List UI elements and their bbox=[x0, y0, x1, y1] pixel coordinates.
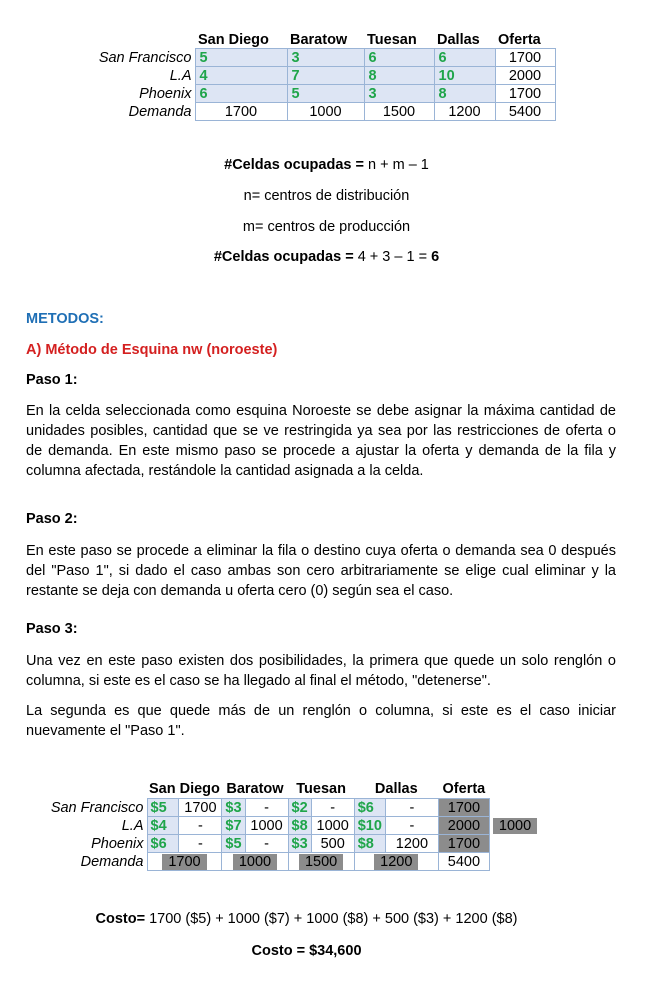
allocation-cell: - bbox=[385, 799, 438, 817]
row-label: San Francisco bbox=[98, 49, 192, 66]
supply-cell: 2000 bbox=[495, 67, 555, 85]
demand-cell bbox=[222, 853, 288, 871]
formula-line-1 bbox=[0, 157, 653, 173]
allocation-cell: - bbox=[385, 817, 438, 835]
cost-line bbox=[0, 911, 633, 927]
cost-cell: 7 bbox=[287, 67, 364, 85]
supply-remainder bbox=[489, 835, 540, 853]
table-row bbox=[33, 799, 540, 817]
paso3-text-1: Una vez en este paso existen dos posibilidades, la primera que quede un solo renglón o columna, si este es el caso se ha llegado al final el método, "detenerse". bbox=[26, 653, 616, 689]
cost-cell: $7 bbox=[222, 817, 245, 835]
row-label: L.A bbox=[121, 817, 144, 834]
cost-label: Costo= bbox=[95, 911, 146, 927]
column-header: Tuesan bbox=[367, 31, 417, 48]
table-header-row bbox=[33, 780, 540, 799]
cost-cell: $5 bbox=[222, 835, 245, 853]
formula-line-4 bbox=[0, 249, 653, 265]
table-row bbox=[83, 67, 555, 85]
cost-cell: 3 bbox=[287, 49, 364, 67]
column-header: Oferta bbox=[498, 31, 541, 48]
demand-cell bbox=[288, 853, 354, 871]
row-label: Demanda bbox=[128, 103, 192, 120]
row-label: Demanda bbox=[80, 853, 144, 870]
method-a-heading: A) Método de Esquina nw (noroeste) bbox=[26, 342, 278, 358]
cost-cell: 6 bbox=[434, 49, 495, 67]
table-row bbox=[83, 49, 555, 67]
cost-cell: 4 bbox=[195, 67, 287, 85]
cost-cell: $8 bbox=[354, 835, 385, 853]
supply-cell: 1700 bbox=[495, 85, 555, 103]
cost-cell: $6 bbox=[354, 799, 385, 817]
formula-result: 6 bbox=[431, 249, 440, 265]
demand-cell: 1700 bbox=[195, 103, 287, 121]
column-header: Dallas bbox=[374, 781, 418, 797]
extra-header bbox=[489, 780, 540, 799]
demand-value: 1000 bbox=[233, 854, 277, 870]
empty-cell bbox=[489, 853, 540, 871]
cost-cell: 10 bbox=[434, 67, 495, 85]
allocation-cell: 1200 bbox=[385, 835, 438, 853]
cost-cell: 6 bbox=[364, 49, 434, 67]
corner-cell bbox=[83, 31, 195, 49]
paso1-title: Paso 1: bbox=[26, 372, 78, 388]
cost-cell: 6 bbox=[195, 85, 287, 103]
column-header: Oferta bbox=[442, 781, 486, 797]
cost-cell: $2 bbox=[288, 799, 311, 817]
supply-remainder bbox=[489, 817, 540, 835]
row-label: Phoenix bbox=[91, 835, 144, 852]
paso3-text-2: La segunda es que quede más de un renglón o columna, si este es el caso iniciar nuevamente el "Paso 1". bbox=[26, 703, 616, 739]
paso2-title: Paso 2: bbox=[26, 511, 78, 527]
cost-cell: 5 bbox=[195, 49, 287, 67]
supply-cell: 1700 bbox=[438, 799, 489, 817]
allocation-cell: - bbox=[311, 799, 354, 817]
table-row bbox=[33, 817, 540, 835]
methods-heading: METODOS: bbox=[26, 311, 104, 327]
row-label: San Francisco bbox=[50, 799, 144, 816]
formula-expression: n + m – 1 bbox=[363, 157, 429, 173]
row-label: L.A bbox=[169, 67, 192, 84]
column-header: Baratow bbox=[226, 781, 284, 797]
cost-cell: $5 bbox=[147, 799, 179, 817]
column-header: San Diego bbox=[149, 781, 220, 797]
allocation-cell: 1700 bbox=[179, 799, 222, 817]
demand-cell bbox=[147, 853, 222, 871]
demand-row bbox=[83, 103, 555, 121]
demand-value: 1700 bbox=[162, 854, 206, 870]
demand-cell: 1200 bbox=[434, 103, 495, 121]
cost-cell: $10 bbox=[354, 817, 385, 835]
table-header-row bbox=[83, 31, 555, 49]
column-header: San Diego bbox=[198, 31, 269, 48]
supply-remainder bbox=[489, 799, 540, 817]
paso2-text: En este paso se procede a eliminar la fila o destino cuya oferta o demanda sea 0 después del "Paso 1", si dado el caso ambas son cero arbitrariamente se elige cual eliminar y la restante se deja con demanda u oferta cero (0) según sea el caso. bbox=[26, 543, 616, 599]
paso3-title: Paso 3: bbox=[26, 621, 78, 637]
formula-label: #Celdas ocupadas = bbox=[213, 249, 354, 265]
supply-cell: 1700 bbox=[495, 49, 555, 67]
demand-value: 1500 bbox=[299, 854, 343, 870]
supply-remainder-value: 1000 bbox=[493, 818, 537, 834]
allocation-cell: - bbox=[245, 799, 288, 817]
supply-cell: 2000 bbox=[438, 817, 489, 835]
demand-cell: 1000 bbox=[287, 103, 364, 121]
formula-label: #Celdas ocupadas = bbox=[224, 157, 364, 173]
demand-row bbox=[33, 853, 540, 871]
cost-cell: 8 bbox=[364, 67, 434, 85]
cost-cell: $3 bbox=[222, 799, 245, 817]
cost-cell: $6 bbox=[147, 835, 179, 853]
column-header: Tuesan bbox=[296, 781, 346, 797]
cost-cell: $4 bbox=[147, 817, 179, 835]
row-label: Phoenix bbox=[139, 85, 192, 102]
cost-table bbox=[83, 31, 556, 121]
cost-expression: 1700 ($5) + 1000 ($7) + 1000 ($8) + 500 ($3) + 1200 ($8) bbox=[145, 911, 518, 927]
allocation-cell: - bbox=[179, 817, 222, 835]
demand-total-cell: 5400 bbox=[495, 103, 555, 121]
formula-line-3: m= centros de producción bbox=[242, 219, 411, 235]
cost-cell: 8 bbox=[434, 85, 495, 103]
demand-cell bbox=[354, 853, 438, 871]
cost-cell: 3 bbox=[364, 85, 434, 103]
table-row bbox=[83, 85, 555, 103]
paso1-text: En la celda seleccionada como esquina Noroeste se debe asignar la máxima cantidad de unidades posibles, cantidad que se ve restringida ya sea por las restricciones de oferta o de demanda. En este mismo paso se procede a ajustar la oferta y demanda de la fila y columna afectada, restándole la cantidad asignada a la celda. bbox=[26, 403, 616, 479]
allocation-cell: - bbox=[179, 835, 222, 853]
cost-cell: $8 bbox=[288, 817, 311, 835]
demand-value: 1200 bbox=[374, 854, 418, 870]
allocation-cell: 1000 bbox=[311, 817, 354, 835]
formula-line-2: n= centros de distribución bbox=[243, 188, 410, 204]
demand-total-cell: 5400 bbox=[438, 853, 489, 871]
column-header: Baratow bbox=[290, 31, 348, 48]
corner-cell bbox=[33, 780, 147, 799]
allocation-cell: - bbox=[245, 835, 288, 853]
table-row bbox=[33, 835, 540, 853]
column-header: Dallas bbox=[437, 31, 480, 48]
formula-expression: 4 + 3 – 1 = bbox=[353, 249, 432, 265]
solution-table bbox=[33, 780, 540, 871]
allocation-cell: 1000 bbox=[245, 817, 288, 835]
cost-total: Costo = $34,600 bbox=[251, 943, 362, 959]
cost-cell: $3 bbox=[288, 835, 311, 853]
demand-cell: 1500 bbox=[364, 103, 434, 121]
cost-cell: 5 bbox=[287, 85, 364, 103]
supply-cell: 1700 bbox=[438, 835, 489, 853]
allocation-cell: 500 bbox=[311, 835, 354, 853]
